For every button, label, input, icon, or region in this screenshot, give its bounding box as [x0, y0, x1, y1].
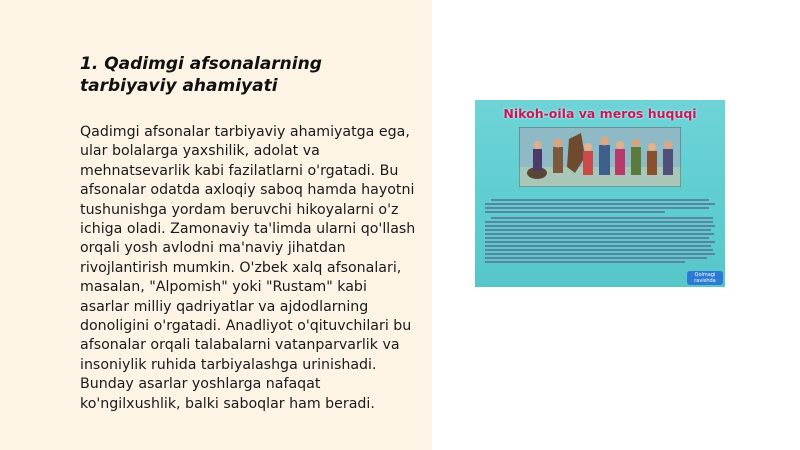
- slide-picture: [475, 100, 725, 287]
- slide-body-text: Qadimgi afsonalar tarbiyaviy ahamiyatga ega, ular bolalarga yaxshilik, adolat va mehnatsevarlik kabi fazilatlarni o'rgatadi. Bu afsonalar odatda axloqiy saboq hamda hayotni tushunishga yordam beruvchi hikoyalarni o'z ichiga oladi. Zamonaviy ta'limda ularni qo'llash orqali yosh avlodni ma'naviy jihatdan rivojlantirish mumkin. O'zbek xalq afsonalari, masalan, "Alpomish" yoki "Rustam" kabi asarlar milliy qadriyatlar va ajdodlarning donoligini o'rgatadi. Anadliyot o'qituvchilari bu afsonalar orqali talabalarni vatanparvarlik va insoniylik ruhida tarbiyalashga urinishadi. Bunday asarlar yoshlarga nafaqat ko'ngilxushlik, balki saboqlar ham beradi.: [80, 124, 416, 412]
- historical-scene-illustration: [519, 127, 681, 187]
- picture-text-lines: [481, 198, 719, 272]
- slide-title: 1. Qadimgi afsonalarning tarbiyaviy ahamiyati: [80, 54, 322, 96]
- picture-next-button: Qolmagi ravishda: [687, 271, 723, 285]
- picture-title: Nikoh-oila va meros huquqi: [503, 106, 697, 121]
